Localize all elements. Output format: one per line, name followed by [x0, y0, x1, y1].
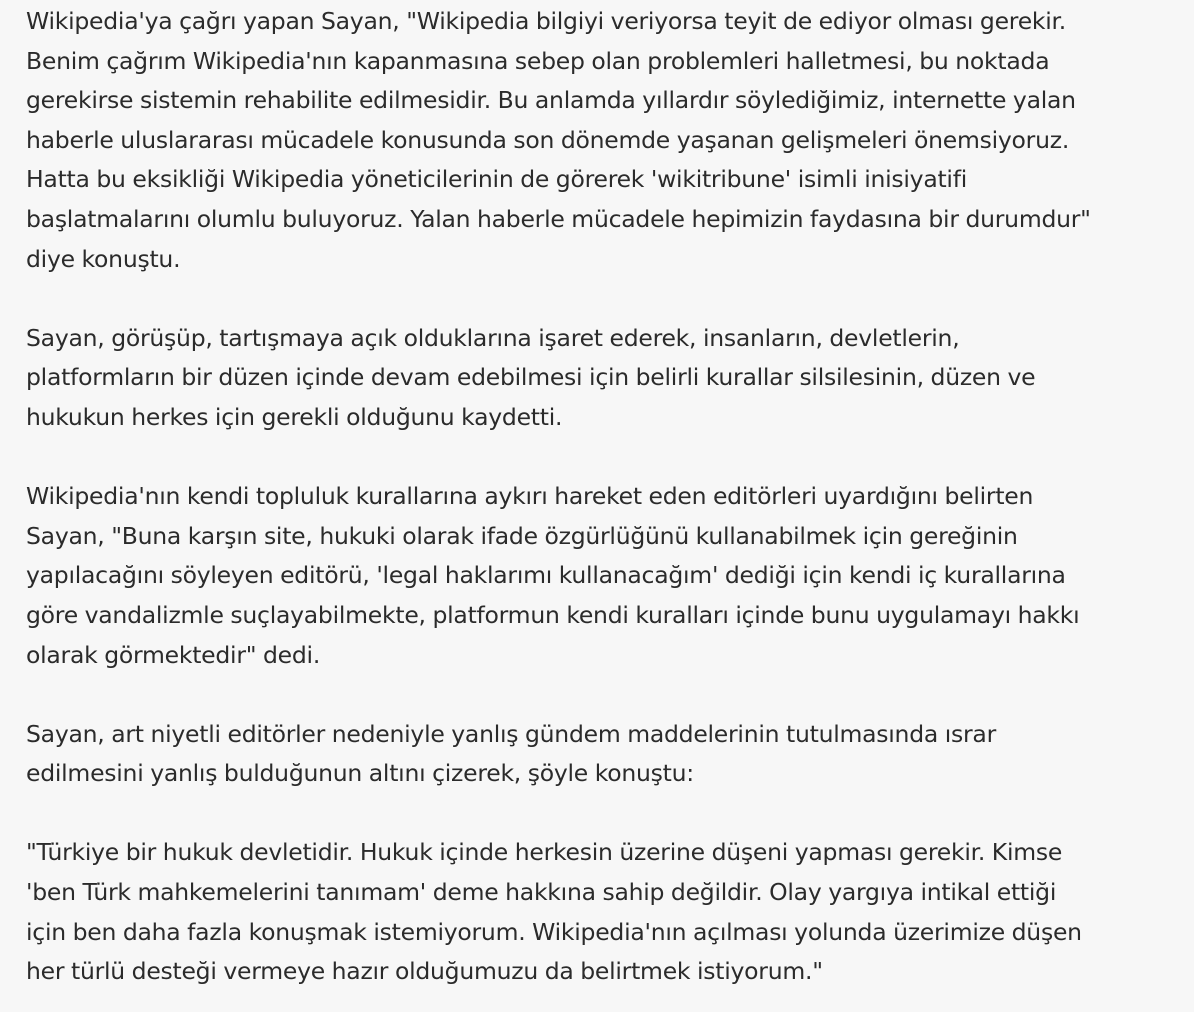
paragraph-line: her türlü desteği vermeye hazır olduğumuzu da belirtmek istiyorum." [26, 957, 823, 986]
paragraph-line: başlatmalarını olumlu buluyoruz. Yalan haberle mücadele hepimizin faydasına bir durumdur" [26, 204, 1091, 233]
paragraph-line: edilmesini yanlış bulduğunun altını çizerek, şöyle konuştu: [26, 759, 694, 788]
paragraph-line: diye konuştu. [26, 244, 181, 273]
paragraph-line: hukukun herkes için gerekli olduğunu kaydetti. [26, 402, 563, 431]
paragraph-4 [26, 715, 1174, 794]
paragraph-line: Benim çağrım Wikipedia'nın kapanmasına sebep olan problemleri halletmesi, bu noktada [26, 46, 1050, 75]
paragraph-line: platformların bir düzen içinde devam edebilmesi için belirli kurallar silsilesinin, düzen ve [26, 363, 1036, 392]
paragraph-line: gerekirse sistemin rehabilite edilmesidir. Bu anlamda yıllardır söylediğimiz, internette yalan [26, 86, 1076, 115]
paragraph-3 [26, 477, 1174, 675]
paragraph-2 [26, 319, 1174, 438]
paragraph-line: Wikipedia'nın kendi topluluk kurallarına aykırı hareket eden editörleri uyardığını belirten [26, 482, 1034, 511]
paragraph-line: Hatta bu eksikliği Wikipedia yöneticilerinin de görerek 'wikitribune' isimli inisiyatifi [26, 165, 968, 194]
paragraph-line: olarak görmektedir" dedi. [26, 640, 321, 669]
paragraph-line: göre vandalizmle suçlayabilmekte, platformun kendi kuralları içinde bunu uygulamayı hakkı [26, 600, 1080, 629]
paragraph-line: Wikipedia'ya çağrı yapan Sayan, "Wikipedia bilgiyi veriyorsa teyit de ediyor olması gerekir. [26, 7, 1067, 35]
paragraph-line: yapılacağını söyleyen editörü, 'legal haklarımı kullanacağım' dediği için kendi iç kurallarına [26, 561, 1066, 590]
paragraph-line: "Türkiye bir hukuk devletidir. Hukuk içinde herkesin üzerine düşeni yapması gerekir. Kimse [26, 838, 1063, 867]
paragraph-line: için ben daha fazla konuşmak istemiyorum. Wikipedia'nın açılması yolunda üzerimize düşen [26, 917, 1082, 946]
paragraph-line: Sayan, art niyetli editörler nedeniyle yanlış gündem maddelerinin tutulmasında ısrar [26, 719, 996, 748]
paragraph-5-quote [26, 833, 1174, 991]
paragraph-line: Sayan, görüşüp, tartışmaya açık olduklarına işaret ederek, insanların, devletlerin, [26, 323, 960, 352]
paragraph-line: 'ben Türk mahkemelerini tanımam' deme hakkına sahip değildir. Olay yargıya intikal ettiği [26, 878, 1057, 907]
paragraph-line: haberle uluslararası mücadele konusunda son dönemde yaşanan gelişmeleri önemsiyoruz. [26, 125, 1070, 154]
paragraph-1 [26, 2, 1174, 279]
paragraph-line: Sayan, "Buna karşın site, hukuki olarak ifade özgürlüğünü kullanabilmek için gereğinin [26, 521, 1018, 550]
